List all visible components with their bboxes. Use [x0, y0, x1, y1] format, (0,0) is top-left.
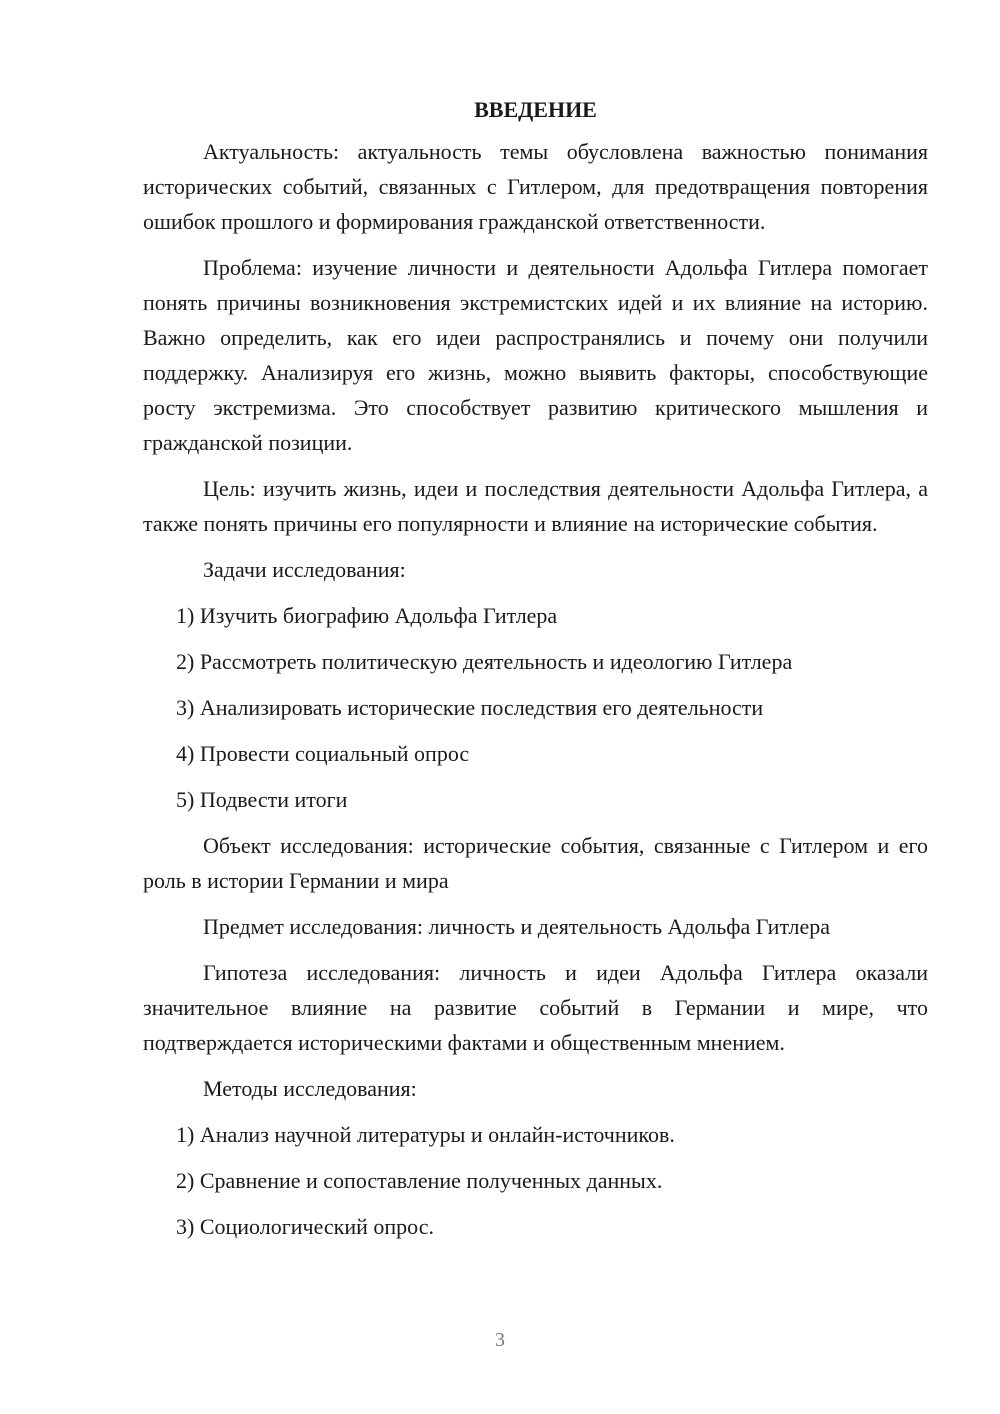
document-page	[143, 92, 928, 1255]
task-item: 3) Анализировать исторические последствия его деятельности	[176, 695, 764, 720]
task-item: 1) Изучить биографию Адольфа Гитлера	[176, 603, 558, 628]
relevance-paragraph: Актуальность: актуальность темы обусловлена важностью понимания исторических событий, связанных с Гитлером, для предотвращения повторения ошибок прошлого и формирования гражданской ответственности.	[143, 139, 928, 234]
section-title: ВВЕДЕНИЕ	[474, 97, 597, 122]
task-item: 5) Подвести итоги	[176, 787, 348, 812]
task-item: 4) Провести социальный опрос	[176, 741, 470, 766]
method-item: 2) Сравнение и сопоставление полученных данных.	[176, 1168, 663, 1193]
problem-paragraph: Проблема: изучение личности и деятельности Адольфа Гитлера помогает понять причины возникновения экстремистских идей и их влияние на историю. Важно определить, как его идеи распространялись и почему они получили поддержку. Анализируя его жизнь, можно выявить факторы, способствующие росту экстремизма. Это способствует развитию критического мышления и гражданской позиции.	[143, 255, 928, 455]
task-item: 2) Рассмотреть политическую деятельность и идеологию Гитлера	[176, 649, 793, 674]
methods-heading: Методы исследования:	[203, 1076, 417, 1101]
goal-paragraph: Цель: изучить жизнь, идеи и последствия деятельности Адольфа Гитлера, а также понять причины его популярности и влияние на исторические события.	[143, 476, 928, 536]
object-paragraph: Объект исследования: исторические события, связанные с Гитлером и его роль в истории Германии и мира	[143, 833, 928, 893]
tasks-heading: Задачи исследования:	[203, 557, 406, 582]
page-number: 3	[495, 1329, 505, 1351]
method-item: 3) Социологический опрос.	[176, 1214, 434, 1239]
hypothesis-paragraph: Гипотеза исследования: личность и идеи Адольфа Гитлера оказали значительное влияние на развитие событий в Германии и мире, что подтверждается историческими фактами и общественным мнением.	[143, 960, 928, 1055]
subject-paragraph: Предмет исследования: личность и деятельность Адольфа Гитлера	[203, 914, 831, 939]
method-item: 1) Анализ научной литературы и онлайн-источников.	[176, 1122, 675, 1147]
